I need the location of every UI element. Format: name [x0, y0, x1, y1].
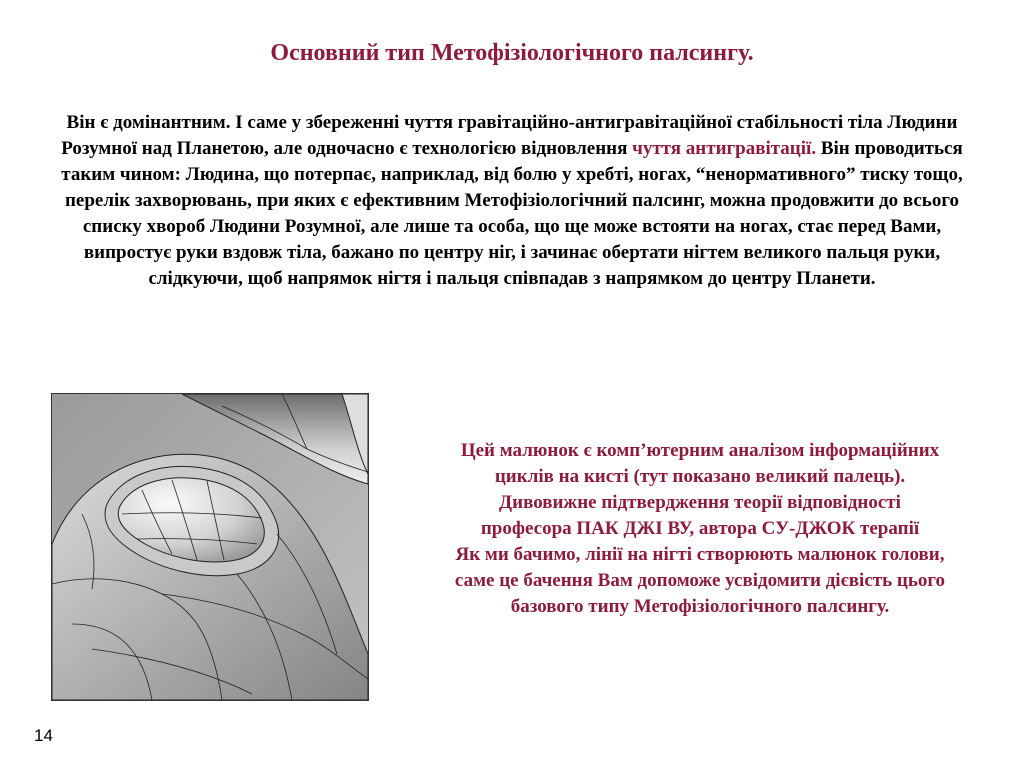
body-text-part2: Він проводиться таким чином: Людина, що потерпає, наприклад, від болю у хребті, ногах, “ненормативного” тиску тощо, перелік захворювань, при яких є ефективним Метофізіологічний палсинг, можна продовжити до всього списку хвороб Людини Розумної, але лише та особа, що ще може встояти на ногах, стає перед Вами, випростує руки вздовж тіла, бажано по центру ніг, і зачинає обертати нігтем великого пальця руки, слідкуючи, щоб напрямок нігтя і пальця співпадав з напрямком до центру Планети. [61, 138, 963, 289]
slide-title: Основний тип Метофізіологічного палсингу. [270, 40, 754, 66]
page-number: 14 [34, 726, 53, 745]
caption-line: Як ми бачимо, лінії на нігті створюють малюнок голови, [455, 544, 945, 565]
caption-line: базового типу Метофізіологічного палсингу. [510, 596, 890, 617]
thumb-render-illustration [52, 394, 368, 700]
thumb-wireframe-image [51, 393, 369, 701]
figure-caption [400, 438, 1000, 620]
caption-line: циклів на кисті (тут показано великий палець). [494, 466, 906, 487]
body-text [40, 110, 984, 292]
body-text-part1: Він є домінантним. І саме у збереженні чуття гравітаційно-антигравітаційної стабільності тіла Людини Розумної над Планетою, але одночасно є технологією відновлення [61, 112, 958, 159]
caption-line: Дивовижне підтвердження теорії відповідності [499, 492, 901, 513]
body-text-highlight: чуття антигравітації. [632, 138, 817, 159]
caption-line: саме це бачення Вам допоможе усвідомити дієвість цього [454, 570, 946, 591]
caption-line: Цей малюнок є комп’ютерним аналізом інформаційних [460, 440, 940, 461]
caption-line: професора ПАК ДЖІ ВУ, автора СУ-ДЖОК терапії [480, 518, 920, 539]
